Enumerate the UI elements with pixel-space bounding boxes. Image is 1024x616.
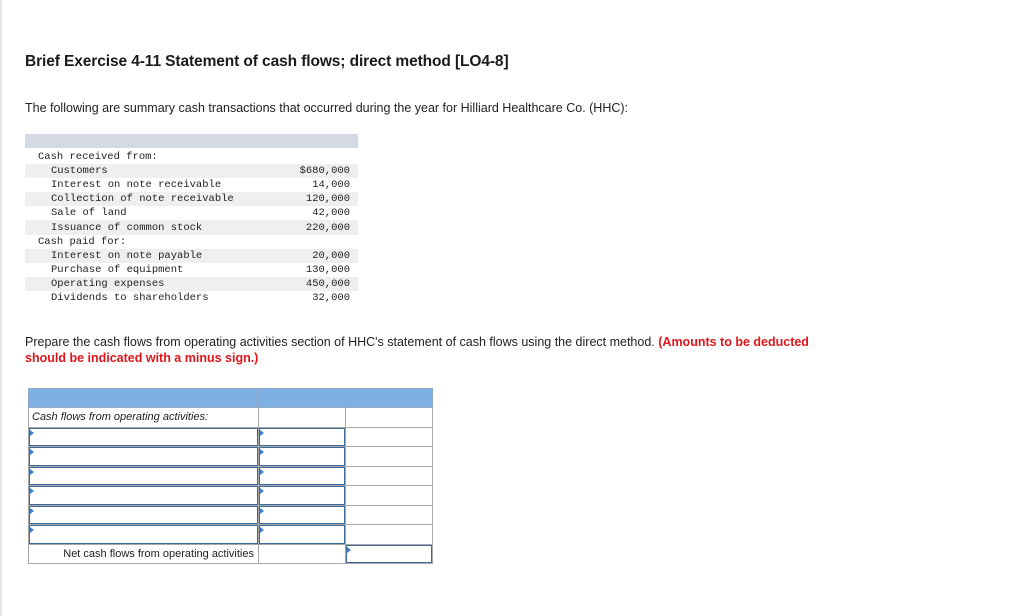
amount-input[interactable] <box>259 467 345 486</box>
cash-received-header: Cash received from: <box>38 151 158 164</box>
answer-input-row <box>29 525 433 545</box>
answer-input-row <box>29 427 433 447</box>
net-cash-input[interactable] <box>346 545 432 564</box>
instructions-emphasis: (Amounts to be deducted should be indicated with a minus sign.) <box>25 335 809 365</box>
cash-transactions-table <box>25 134 358 305</box>
left-border <box>0 0 2 616</box>
description-input[interactable] <box>29 486 258 505</box>
cash-paid-header-row <box>25 235 358 249</box>
instructions-main: Prepare the cash flows from operating activities section of HHC's statement of cash flows using the direct method. <box>25 335 655 349</box>
cash-paid-header: Cash paid for: <box>38 235 127 248</box>
instructions <box>25 334 845 366</box>
answer-input-row <box>29 466 433 486</box>
answer-input-row <box>29 447 433 467</box>
table-row: Dividends to shareholders 32,000 <box>51 291 350 304</box>
section-label-row <box>29 408 433 428</box>
answer-input-row <box>29 505 433 525</box>
net-cash-row <box>29 544 433 564</box>
section-label: Cash flows from operating activities: <box>32 411 209 424</box>
description-input[interactable] <box>29 428 258 447</box>
table-row: Issuance of common stock 220,000 <box>25 220 358 234</box>
table-row: Customers $680,000 <box>25 164 358 178</box>
table-row: Purchase of equipment 130,000 <box>51 263 350 276</box>
answer-header-row <box>29 389 433 408</box>
amount-input[interactable] <box>259 447 345 466</box>
table-row: Interest on note receivable 14,000 <box>51 179 350 192</box>
cash-received-header-row <box>25 150 358 164</box>
description-input[interactable] <box>29 467 258 486</box>
amount-input[interactable] <box>259 486 345 505</box>
page-title: Brief Exercise 4-11 Statement of cash flows; direct method [LO4-8] <box>25 53 509 70</box>
table-row: Interest on note payable 20,000 <box>25 249 358 263</box>
table-header-bar <box>25 134 358 148</box>
table-row: Operating expenses 450,000 <box>25 277 358 291</box>
answer-input-row <box>29 486 433 506</box>
amount-input[interactable] <box>259 428 345 447</box>
answer-table <box>28 388 433 564</box>
description-input[interactable] <box>29 447 258 466</box>
description-input[interactable] <box>29 525 258 544</box>
net-cash-label: Net cash flows from operating activities <box>63 547 254 560</box>
table-row: Collection of note receivable 120,000 <box>25 192 358 206</box>
amount-input[interactable] <box>259 525 345 544</box>
table-row: Sale of land 42,000 <box>51 207 350 220</box>
description-input[interactable] <box>29 506 258 525</box>
intro-text: The following are summary cash transactions that occurred during the year for Hilliard Healthcare Co. (HHC): <box>25 101 629 115</box>
amount-input[interactable] <box>259 506 345 525</box>
